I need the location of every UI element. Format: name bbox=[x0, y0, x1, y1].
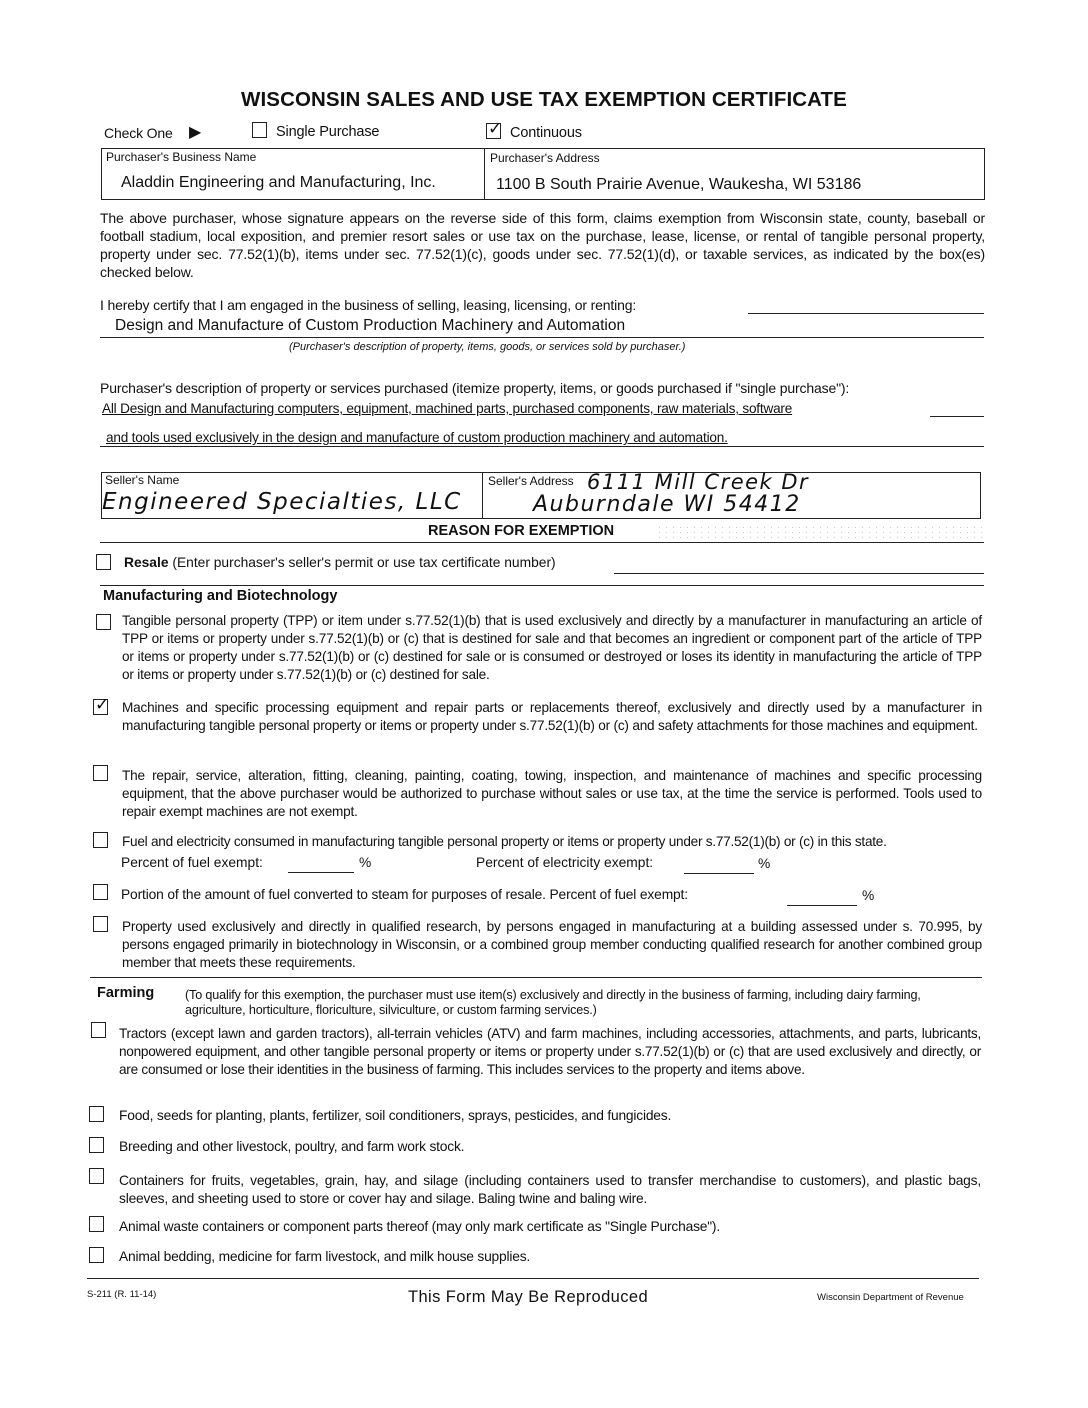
farming-seeds-text: Food, seeds for planting, plants, fertilizer, soil conditioners, sprays, pesticides, and fungicides. bbox=[119, 1108, 672, 1123]
manufacturing-tpp-checkbox[interactable] bbox=[96, 614, 111, 630]
manufacturing-repair-checkbox[interactable] bbox=[93, 765, 108, 781]
steam-fuel-exempt-field[interactable] bbox=[787, 905, 857, 906]
farming-bedding-text: Animal bedding, medicine for farm livestock, and milk house supplies. bbox=[119, 1249, 531, 1264]
footer-rule bbox=[87, 1278, 979, 1279]
resale-label-bold: Resale bbox=[124, 555, 169, 570]
farming-animal-waste-text: Animal waste containers or component parts thereof (may only mark certificate as "Single Purchase"). bbox=[119, 1219, 720, 1234]
seller-name-field[interactable]: Engineered Specialties, LLC bbox=[102, 489, 462, 515]
farming-livestock-text: Breeding and other livestock, poultry, and farm work stock. bbox=[119, 1139, 465, 1154]
continuous-label: Continuous bbox=[510, 125, 582, 141]
single-purchase-checkbox[interactable] bbox=[252, 122, 267, 138]
resale-certificate-number-field[interactable] bbox=[614, 573, 984, 574]
purchased-line-1-rule bbox=[930, 416, 984, 417]
resale-section-rule bbox=[100, 585, 984, 586]
manufacturing-repair-text: The repair, service, alteration, fitting, cleaning, painting, coating, towing, inspection, and maintenance of machines and specific processing equipment, that the above purchaser would be authorized to purchase without sales or use tax, at the time the service is performed. Tools used to repair exempt machines are not exempt. bbox=[122, 768, 982, 819]
manufacturing-section-header: Manufacturing and Biotechnology bbox=[103, 588, 338, 604]
seller-address-label: Seller's Address bbox=[488, 474, 574, 488]
fuel-exempt-label: Percent of fuel exempt: bbox=[121, 855, 263, 870]
certify-line bbox=[748, 313, 984, 314]
manufacturing-tpp-text: Tangible personal property (TPP) or item under s.77.52(1)(b) that is used exclusively and directly by a manufacturer in manufacturing an article of TPP or items or property under s.77.52(1)(b) or (c) that is destined for sale and that becomes an ingredient or component part of the article of TPP or items or property under s.77.52(1)(b) or (c) destined for sale or is consumed or destroyed or loses its identity in manufacturing the article of TPP or items or property under s.77.52(1)(b) or (c) destined for sale. bbox=[122, 613, 982, 682]
check-one-label: Check One bbox=[104, 125, 173, 141]
single-purchase-label: Single Purchase bbox=[276, 124, 380, 140]
reason-header-rule bbox=[100, 542, 984, 543]
fuel-exempt-field[interactable] bbox=[288, 872, 354, 873]
farming-animal-waste-checkbox[interactable] bbox=[89, 1216, 104, 1232]
arrow-right-icon: ▶ bbox=[189, 124, 202, 141]
scan-noise bbox=[656, 525, 982, 539]
farming-seeds-checkbox[interactable] bbox=[89, 1106, 104, 1122]
manufacturing-steam-text: Portion of the amount of fuel converted to steam for purposes of resale. Percent of fuel exempt: bbox=[121, 887, 688, 902]
manufacturing-research-text: Property used exclusively and directly in qualified research, by persons engaged in manufacturing at a building assessed under s. 70.995, by persons engaged primarily in biotechnology in Wisconsin, or a combined group member conducting qualified research for another combined group member that meets these requirements. bbox=[122, 919, 982, 970]
continuous-checkbox[interactable] bbox=[486, 119, 503, 139]
farming-containers-checkbox[interactable] bbox=[89, 1168, 104, 1184]
agency-name: Wisconsin Department of Revenue bbox=[817, 1292, 964, 1303]
seller-address-line-1[interactable]: 6111 Mill Creek Dr bbox=[587, 470, 810, 494]
form-title: WISCONSIN SALES AND USE TAX EXEMPTION CERTIFICATE bbox=[241, 88, 847, 111]
farming-tractors-text: Tractors (except lawn and garden tractors), all-terrain vehicles (ATV) and farm machines, including accessories, attachments, and parts, lubricants, nonpowered equipment, and other tangible personal property or items or property under s.77.52(1)(b) or (c) that are used exclusively and directly, or are consumed or lose their identities in the business of farming. This includes services to the property and items above. bbox=[119, 1026, 981, 1077]
purchased-description-line-2[interactable]: and tools used exclusively in the design and manufacture of custom production machinery and automation. bbox=[106, 430, 728, 445]
manufacturing-machines-checkbox[interactable] bbox=[93, 695, 110, 715]
seller-box-divider bbox=[482, 472, 483, 519]
purchaser-name-field[interactable]: Aladdin Engineering and Manufacturing, Inc. bbox=[121, 174, 436, 191]
business-description-line bbox=[100, 337, 984, 338]
electricity-exempt-label: Percent of electricity exempt: bbox=[476, 855, 654, 870]
steam-percent-sign: % bbox=[862, 888, 875, 903]
manufacturing-steam-checkbox[interactable] bbox=[93, 884, 108, 900]
resale-label-rest: (Enter purchaser's seller's permit or use tax certificate number) bbox=[172, 555, 556, 570]
purchased-description-line-1[interactable]: All Design and Manufacturing computers, equipment, machined parts, purchased components, raw materials, software bbox=[102, 401, 793, 416]
purchaser-address-field[interactable]: 1100 B South Prairie Avenue, Waukesha, WI 53186 bbox=[496, 176, 862, 193]
reason-for-exemption-header: REASON FOR EXEMPTION bbox=[428, 523, 615, 539]
seller-address-line-2[interactable]: Auburndale WI 54412 bbox=[533, 492, 801, 517]
farming-livestock-checkbox[interactable] bbox=[89, 1137, 104, 1153]
resale-label bbox=[124, 555, 556, 570]
checkmark-icon: ✓ bbox=[95, 695, 110, 715]
purchased-line-2-rule bbox=[100, 446, 984, 447]
manufacturing-research-checkbox[interactable] bbox=[93, 916, 108, 932]
manufacturing-machines-text: Machines and specific processing equipment and repair parts or replacements thereof, exclusively and directly used by a manufacturer in manufacturing tangible personal property or items or property under s.77.52(1)(b) or (c) and safety attachments for those machines and equipment. bbox=[122, 700, 982, 733]
resale-checkbox[interactable] bbox=[96, 554, 111, 570]
farming-containers-text: Containers for fruits, vegetables, grain, hay, and silage (including containers used to transfer merchandise to customers), and plastic bags, sleeves, and sheeting used to store or cover hay and silage. Baling twine and baling wire. bbox=[119, 1173, 981, 1206]
purchaser-box-divider bbox=[484, 148, 485, 200]
farming-qualification-note: (To qualify for this exemption, the purchaser must use item(s) exclusively and directly in the business of farming, including dairy farming, agriculture, horticulture, floriculture, silviculture, or custom farming services.) bbox=[185, 988, 921, 1017]
reproduce-note: This Form May Be Reproduced bbox=[408, 1288, 649, 1306]
manufacturing-fuel-electricity-checkbox[interactable] bbox=[93, 832, 108, 848]
manufacturing-fuel-electricity-text: Fuel and electricity consumed in manufacturing tangible personal property or items or property under s.77.52(1)(b) or (c) in this state. bbox=[122, 834, 887, 849]
purchased-description-label: Purchaser's description of property or services purchased (itemize property, items, or goods purchased if "single purchase"): bbox=[100, 380, 850, 396]
form-number: S-211 (R. 11-14) bbox=[87, 1289, 157, 1300]
farming-bedding-checkbox[interactable] bbox=[89, 1247, 104, 1263]
seller-name-label: Seller's Name bbox=[105, 473, 180, 487]
business-description-field[interactable]: Design and Manufacture of Custom Production Machinery and Automation bbox=[115, 317, 626, 334]
purchaser-name-label: Purchaser's Business Name bbox=[106, 150, 257, 164]
business-description-caption: (Purchaser's description of property, items, goods, or services sold by purchaser.) bbox=[289, 341, 686, 353]
certify-label: I hereby certify that I am engaged in the business of selling, leasing, licensing, or renting: bbox=[100, 297, 637, 313]
farming-section-header: Farming bbox=[97, 985, 155, 1001]
farming-section-rule bbox=[90, 977, 982, 978]
checkmark-icon: ✓ bbox=[488, 119, 503, 139]
electricity-exempt-field[interactable] bbox=[684, 873, 754, 874]
purchaser-address-label: Purchaser's Address bbox=[490, 151, 600, 165]
fuel-percent-sign: % bbox=[359, 855, 372, 870]
farming-tractors-checkbox[interactable] bbox=[91, 1022, 106, 1038]
intro-paragraph: The above purchaser, whose signature appears on the reverse side of this form, claims exemption from Wisconsin state, county, baseball or football stadium, local exposition, and premier resort sales or use tax on the purchase, lease, license, or rental of tangible personal property, property under sec. 77.52(1)(b), items under sec. 77.52(1)(c), goods under sec. 77.52(1)(d), or taxable services, as indicated by the box(es) checked below. bbox=[100, 210, 985, 280]
electricity-percent-sign: % bbox=[758, 856, 771, 871]
